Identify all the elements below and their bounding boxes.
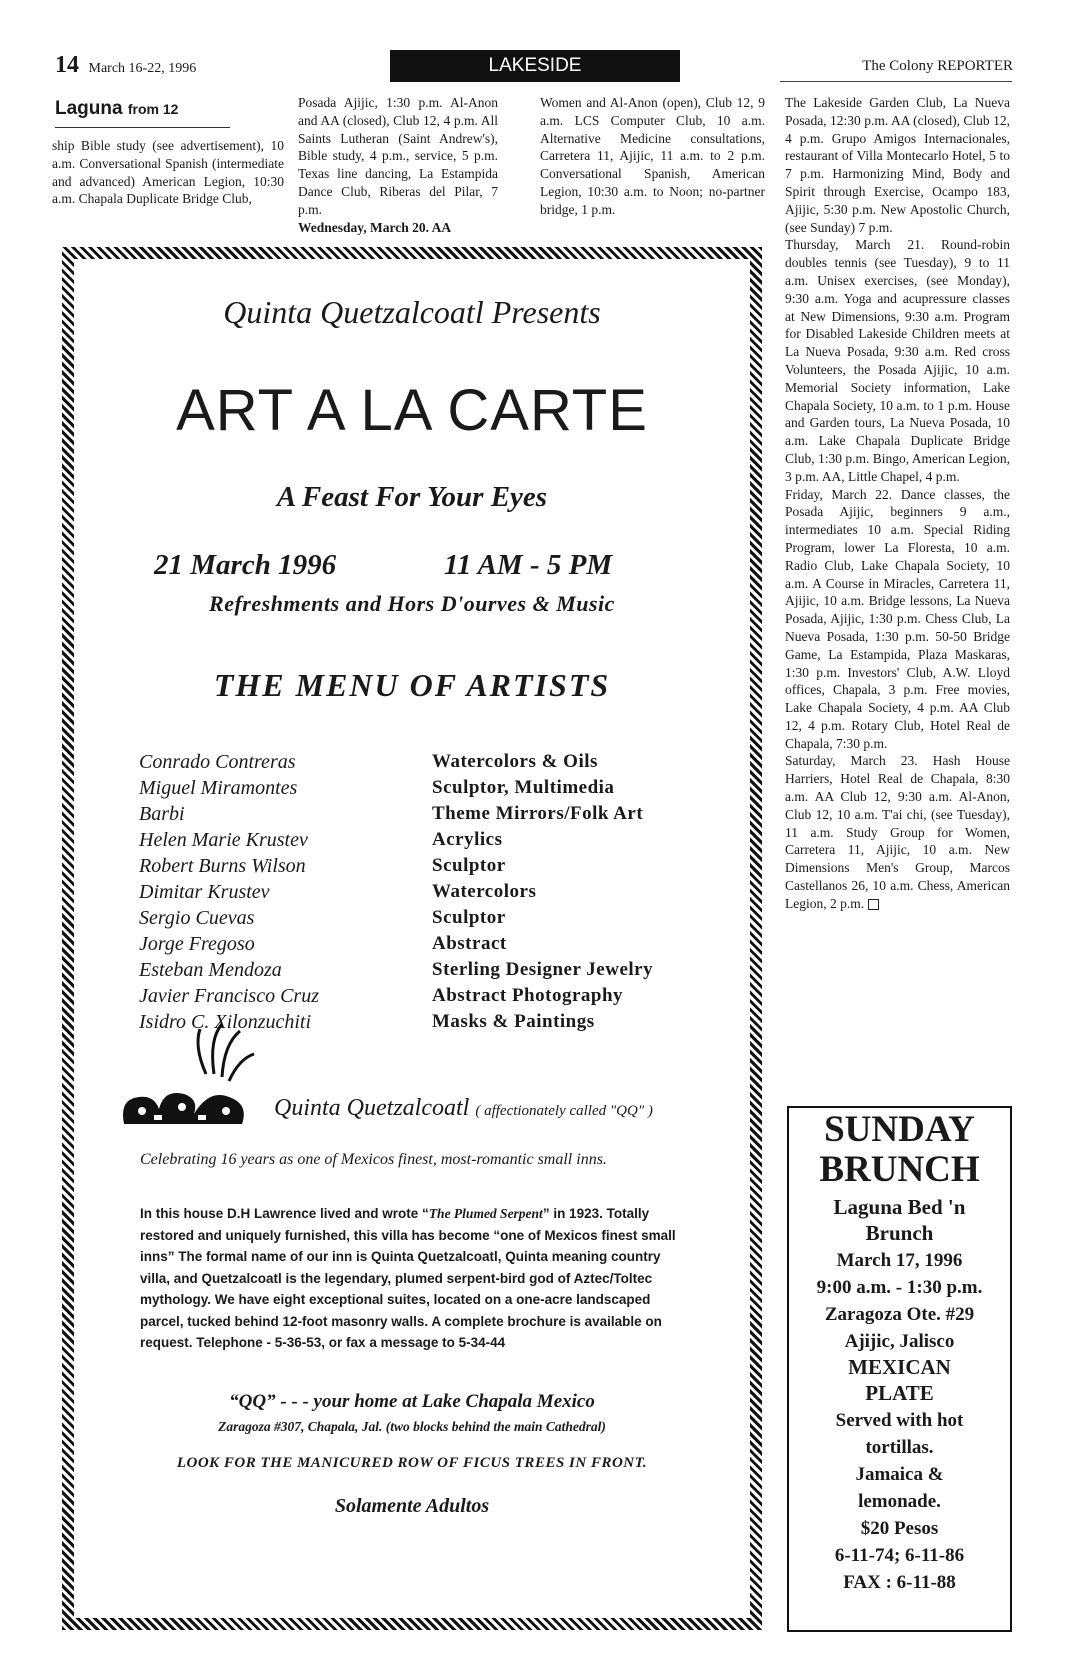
issue-date: March 16-22, 1996	[88, 61, 197, 76]
brunch-line: Served with hot	[835, 1410, 964, 1431]
inn-signature	[274, 1095, 653, 1122]
continuation-heading	[55, 98, 178, 120]
brunch-line: Jamaica &	[855, 1464, 944, 1485]
artist-name: Robert Burns Wilson	[139, 855, 306, 877]
ad-title: ART A LA CARTE	[176, 378, 648, 443]
artist-medium: Sculptor, Multimedia	[432, 777, 615, 798]
brunch-line: Laguna Bed 'n	[833, 1195, 966, 1219]
adults-only: Solamente Adultos	[334, 1495, 490, 1517]
column-1-text: ship Bible study (see advertisement), 10 a.m. Conversational Spanish (intermediate and advanced) American Legion, 10:30 a.m. Chapala Duplicate Bridge Club,	[52, 138, 284, 207]
continuation-title: Laguna	[55, 98, 123, 119]
page-header-left	[55, 52, 196, 79]
brunch-line: PLATE	[865, 1381, 934, 1405]
artist-media	[432, 749, 653, 1035]
ad-subtitle: A Feast For Your Eyes	[276, 481, 548, 513]
brunch-line: Zaragoza Ote. #29	[824, 1304, 975, 1325]
event-time: 11 AM - 5 PM	[444, 549, 613, 581]
artist-medium: Masks & Paintings	[432, 1011, 595, 1032]
artist-medium: Watercolors	[432, 881, 537, 902]
event-date: 21 March 1996	[154, 549, 337, 581]
artist-name: Isidro C. Xilonzuchiti	[139, 1011, 312, 1033]
artist-medium: Abstract	[432, 933, 507, 954]
inn-name: Quinta Quetzalcoatl	[274, 1095, 470, 1121]
artist-name: Miguel Miramontes	[139, 777, 298, 799]
artist-name: Sergio Cuevas	[139, 907, 255, 929]
directions-line: LOOK FOR THE MANICURED ROW OF FICUS TREES IN FRONT.	[176, 1455, 648, 1471]
artist-medium: Watercolors & Oils	[432, 751, 598, 772]
inn-nickname: ( affectionately called "QQ" )	[475, 1103, 653, 1119]
brunch-line: Brunch	[865, 1221, 934, 1245]
brunch-price: $20 Pesos	[860, 1518, 939, 1539]
brunch-line: Ajijic, Jalisco	[844, 1331, 955, 1352]
brunch-line: MEXICAN	[848, 1355, 951, 1379]
column-2-tail: Wednesday, March 20. AA	[298, 219, 452, 235]
ad-presents: Quinta Quetzalcoatl Presents	[223, 294, 601, 330]
column-2-text: Posada Ajijic, 1:30 p.m. Al-Anon and AA (closed), Club 12, 4 p.m. All Saints Lutheran (Saint Andrew's), Bible study, 4 p.m., service, 5 p.m. Texas line dancing, La Estampida Dance Club, Riberas del Pilar, 7 p.m.	[298, 95, 498, 217]
publication-name: The Colony REPORTER	[862, 58, 1013, 74]
artist-name: Helen Marie Krustev	[139, 829, 308, 851]
column-3	[540, 94, 765, 219]
brunch-line: tortillas.	[865, 1437, 934, 1458]
brunch-line: March 17, 1996	[836, 1250, 963, 1271]
artist-medium: Abstract Photography	[432, 985, 624, 1006]
artist-name: Conrado Contreras	[139, 751, 296, 773]
column-3-text: Women and Al-Anon (open), Club 12, 9 a.m. LCS Computer Club, 10 a.m. Alternative Medicine consultations, Carretera 11, Ajijic, 11 a.m. to 2 p.m. Conversational Spanish, American Legion, 10:30 a.m. to Noon; no-partner bridge, 1 p.m.	[540, 95, 765, 217]
celebrating-line: Celebrating 16 years as one of Mexicos finest, most-romantic small inns.	[140, 1151, 607, 1168]
book-title: The Plumed Serpent	[428, 1206, 543, 1221]
artist-medium: Theme Mirrors/Folk Art	[432, 803, 644, 824]
page-number: 14	[55, 52, 79, 78]
artists-heading: THE MENU OF ARTISTS	[213, 667, 611, 703]
brunch-fax: FAX : 6-11-88	[843, 1572, 956, 1593]
artist-name: Javier Francisco Cruz	[139, 985, 319, 1007]
quetzalcoatl-logo-icon	[114, 1019, 259, 1129]
column-2	[298, 94, 498, 236]
column-4-para: Thursday, March 21. Round-robin doubles tennis (see Tuesday), 9 to 11 a.m. Unisex exercises, (see Monday), 9:30 a.m. Yoga and acupressure classes at New Dimensions, 9:30 a.m. Program for Disabled Lakeside Children meets at La Nueva Posada, 9:30 a.m. Red cross Volunteers, the Posada Ajijic, 10 a.m. Memorial Society information, Lake Chapala Society, 10 a.m. to 1 p.m. House and Garden tours, La Nueva Posada, 10 a.m. Lake Chapala Duplicate Bridge Club, 1:30 p.m. Bingo, American Legion, 3 p.m. AA, Little Chapel, 4 p.m.	[785, 237, 1010, 484]
brunch-advertisement	[787, 1106, 1012, 1632]
brunch-heading-1: SUNDAY	[824, 1109, 975, 1150]
artist-medium: Sculptor	[432, 855, 506, 876]
inn-description: In this house D.H Lawrence lived and wrote “The Plumed Serpent” in 1923. Totally restored and uniquely furnished, this villa has become “one of Mexicos finest small inns” The formal name of our inn is Quinta Quetzalcoatl, Quinta meaning country villa, and Quetzalcoatl is the legendary, plumed serpent-bird god of Aztec/Toltec mythology. We have eight exceptional suites, located on a one-acre landscaped parcel, tucked behind 12-foot masonry walls. A complete brochure is available on request. Telephone - 5-36-53, or fax a message to 5-34-44	[140, 1206, 676, 1350]
column-1	[52, 137, 284, 208]
column-4-para: Friday, March 22. Dance classes, the Posada Ajijic, beginners 9 a.m., intermediates 10 a.m. Special Riding Program, lower La Floresta, 10 a.m. Radio Club, Lake Chapala Society, 10 a.m. A Course in Miracles, Carretera 11, Ajijic, 10 a.m. Bridge lessons, La Nueva Posada, Ajijic, 1:30 p.m. Chess Club, La Nueva Posada, 1:30 p.m. 50-50 Bridge Game, La Estampida, Plaza Maskaras, 1:30 p.m. Investors' Club, A.W. Lloyd offices, Chapala, 3 p.m. Free movies, Lake Chapala Society, 4 p.m. AA Club 12, 4 p.m. Rotary Club, Hotel Real de Chapala, 7:30 p.m.	[785, 486, 1010, 751]
artist-names	[139, 749, 319, 1035]
inn-address: Zaragoza #307, Chapala, Jal. (two blocks behind the main Cathedral)	[218, 1419, 606, 1434]
brunch-phone: 6-11-74; 6-11-86	[834, 1545, 965, 1566]
artist-name: Jorge Fregoso	[139, 933, 255, 955]
header-rule	[780, 81, 1012, 82]
home-line: “QQ” - - - your home at Lake Chapala Mexico	[229, 1391, 595, 1412]
brunch-line: 9:00 a.m. - 1:30 p.m.	[816, 1277, 983, 1298]
section-banner: LAKESIDE	[390, 50, 680, 82]
column-4	[785, 94, 1010, 913]
column-4-para: Saturday, March 23. Hash House Harriers, Hotel Real de Chapala, 8:30 a.m. AA Club 12, 9:30 a.m. Al-Anon, Club 12, 10 a.m. T'ai chi, (see Tuesday), 11 a.m. Study Group for Women, Carretera 11, Ajijic, 10 a.m. New Dimensions Men's Group, Marcos Castellanos 26, 10 a.m. Chess, American Legion, 2 p.m.	[785, 753, 1010, 911]
refreshments-line: Refreshments and Hors D'ourves & Music	[209, 591, 615, 616]
continuation-rule	[55, 127, 230, 128]
artist-name: Barbi	[139, 803, 185, 825]
artist-name: Dimitar Krustev	[139, 881, 270, 903]
column-4-para: The Lakeside Garden Club, La Nueva Posada, 12:30 p.m. AA (closed), Club 12, 4 p.m. Grupo Amigos Internacionales, restaurant of Villa Montecarlo Hotel, 5 to 7 p.m. Harmonizing Mind, Body and Spirit through Exercise, Ocampo 183, Ajijic, 5:30 p.m. New Apostolic Church, (see Sunday) 7 p.m.	[785, 95, 1010, 235]
brunch-heading-2: BRUNCH	[819, 1149, 980, 1190]
artist-medium: Acrylics	[432, 829, 503, 850]
artist-medium: Sterling Designer Jewelry	[432, 959, 654, 980]
artist-medium: Sculptor	[432, 907, 506, 928]
end-mark-icon	[868, 899, 879, 910]
continuation-from: from 12	[127, 101, 179, 117]
art-advertisement	[62, 247, 762, 1630]
artist-name: Esteban Mendoza	[139, 959, 282, 981]
brunch-line: lemonade.	[858, 1491, 941, 1512]
